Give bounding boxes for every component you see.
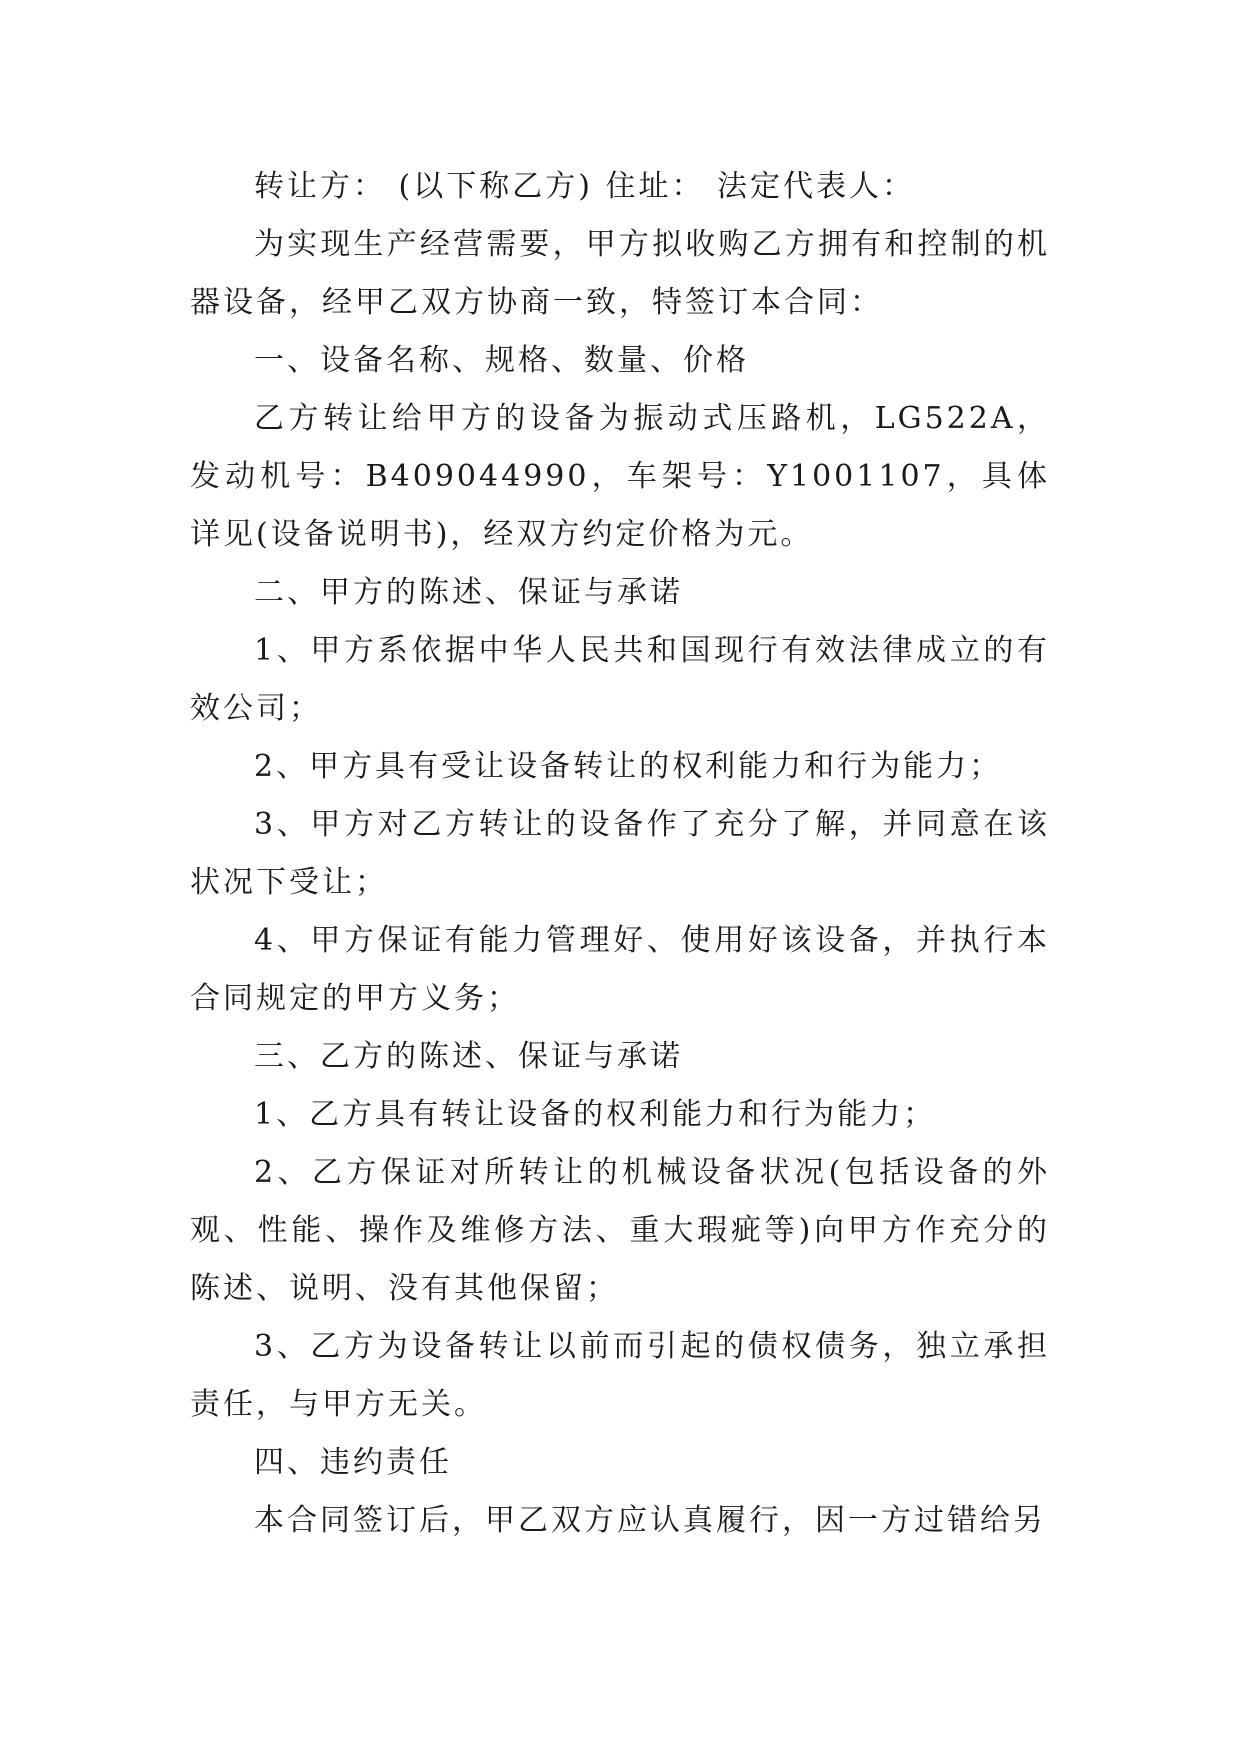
party-info-line: 转让方： (以下称乙方) 住址： 法定代表人： <box>254 169 916 204</box>
preamble-paragraph: 为实现生产经营需要，甲方拟收购乙方拥有和控制的机器设备，经甲乙双方协商一致，特签订本合同： <box>190 227 1050 320</box>
document-body <box>190 158 1050 1550</box>
party-a-clause-1: 1、甲方系依据中华人民共和国现行有效法律成立的有效公司； <box>190 633 1050 726</box>
party-b-clause-2: 2、乙方保证对所转让的机械设备状况(包括设备的外观、性能、操作及维修方法、重大瑕疵等)向甲方作充分的陈述、说明、没有其他保留； <box>190 1155 1050 1306</box>
party-a-clause-3: 3、甲方对乙方转让的设备作了充分了解，并同意在该状况下受让； <box>190 807 1050 900</box>
equipment-description-paragraph: 乙方转让给甲方的设备为振动式压路机，LG522A，发动机号：B409044990，车架号：Y1001107，具体详见(设备说明书)，经双方约定价格为元。 <box>190 401 1050 552</box>
section-heading-1: 一、设备名称、规格、数量、价格 <box>254 343 749 378</box>
section-heading-4: 四、违约责任 <box>254 1445 452 1480</box>
party-b-clause-1: 1、乙方具有转让设备的权利能力和行为能力； <box>254 1097 937 1132</box>
party-a-clause-4: 4、甲方保证有能力管理好、使用好该设备，并执行本合同规定的甲方义务； <box>190 923 1050 1016</box>
section-heading-2: 二、甲方的陈述、保证与承诺 <box>254 575 683 610</box>
section-heading-3: 三、乙方的陈述、保证与承诺 <box>254 1039 683 1074</box>
party-a-clause-2: 2、甲方具有受让设备转让的权利能力和行为能力； <box>254 749 1003 784</box>
party-b-clause-3: 3、乙方为设备转让以前而引起的债权债务，独立承担责任，与甲方无关。 <box>190 1329 1050 1422</box>
liability-paragraph: 本合同签订后，甲乙双方应认真履行，因一方过错给另 <box>254 1503 1046 1538</box>
